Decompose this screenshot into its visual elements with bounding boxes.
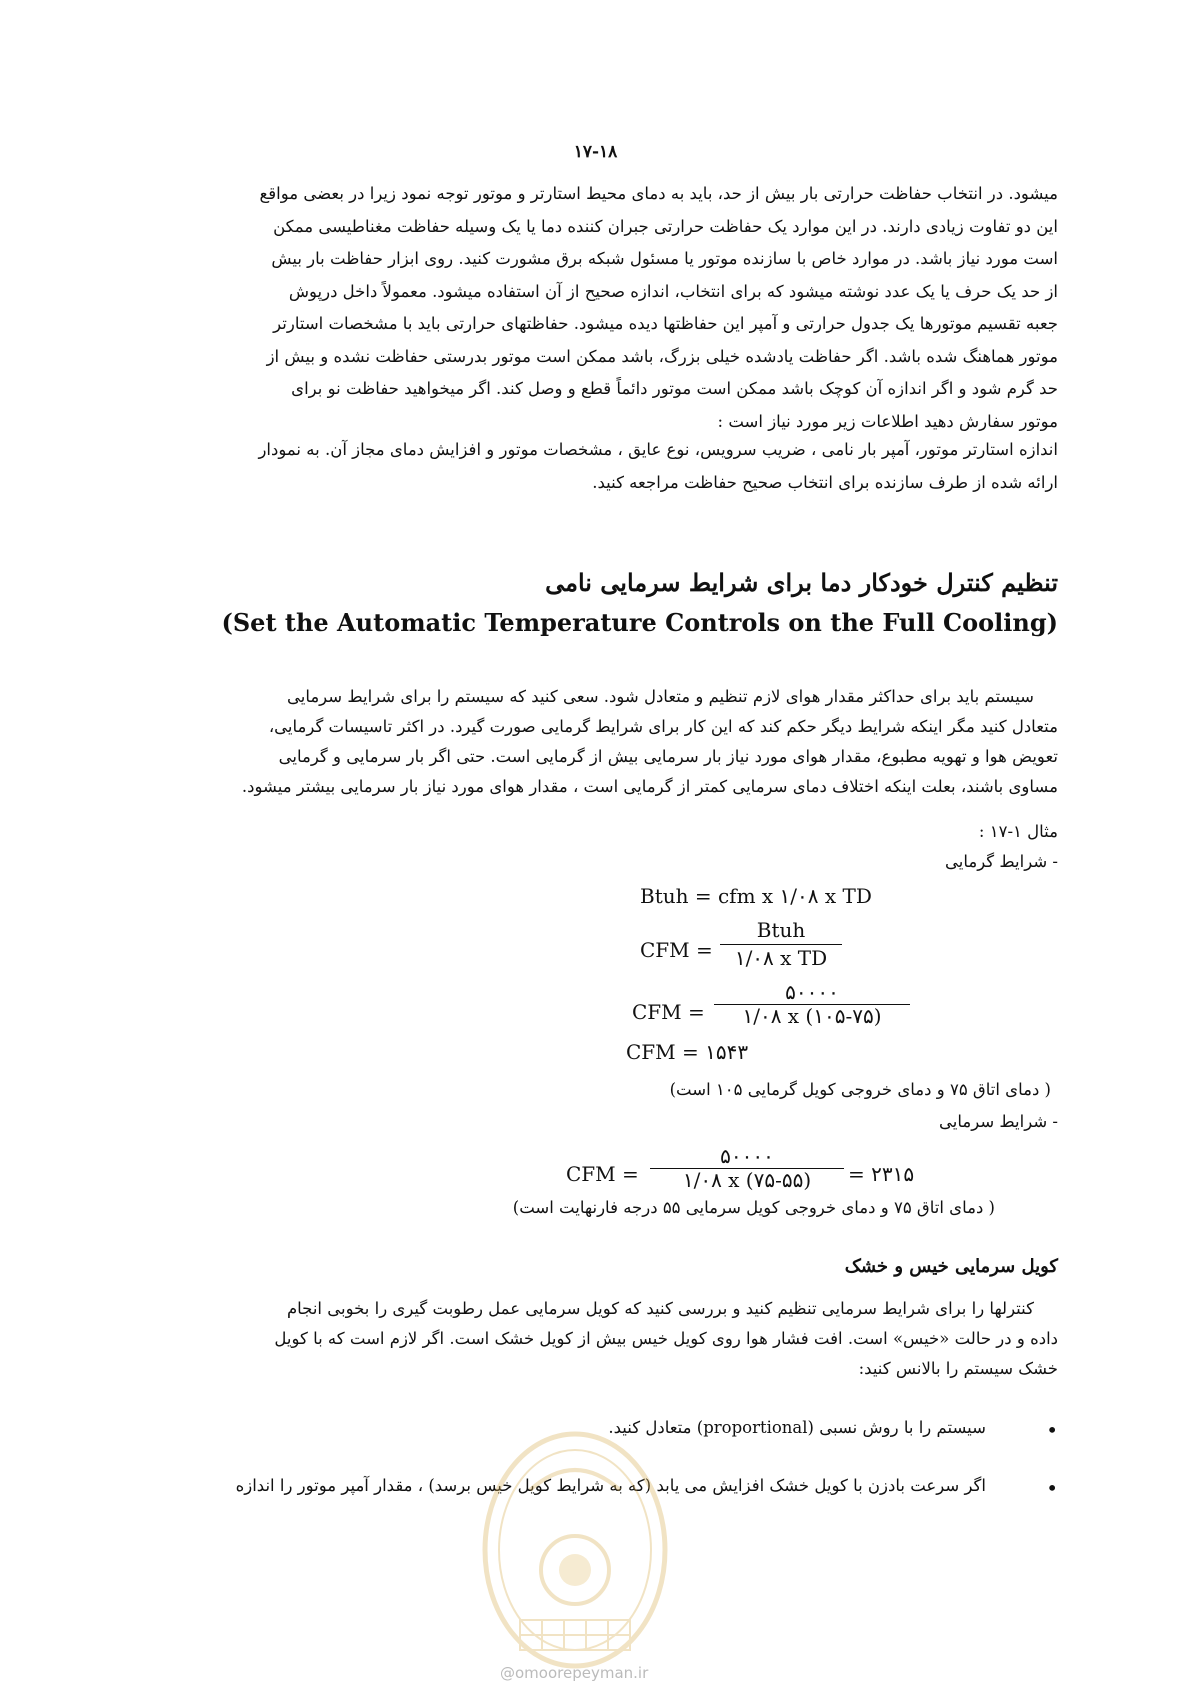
fraction-cooling-cfm [650,1146,844,1190]
cooling-balance-paragraph [142,682,1058,802]
bullet-icon: • [1046,1476,1058,1500]
overload-protection-paragraph [142,178,1058,499]
fraction-denominator: ۱/۰۸ x TD [734,946,828,970]
equation-cfm-cooling-result: = ۲۳۱۵ [848,1162,915,1186]
paragraph-line: متعادل کنید مگر اینکه شرایط دیگر حکم کند که این کار برای شرایط گرمایی صورت گیرد. در اکثر تاسیسات گرمایی، [268,717,1058,736]
watermark-seal-icon [480,1430,670,1670]
bullet-icon: • [1046,1418,1058,1442]
bullet-text: سیستم را با روش نسبی (proportional) متعادل کنید. [608,1418,986,1437]
wet-dry-coil-heading: کویل سرمایی خیس و خشک [844,1256,1058,1277]
page-number: ۱۷-۱۸ [573,142,618,162]
paragraph-line: موتور هماهنگ شده باشد. اگر حفاظت یادشده خیلی بزرگ، باشد ممکن است موتور بدرستی حفاظت نشده و بیش از [266,346,1058,366]
example-label: مثال ۱-۱۷ : [978,822,1058,841]
paragraph-line: داده و در حالت «خیس» است. افت فشار هوا روی کویل خیس بیش از کویل خشک است. اگر لازم است که با کویل [274,1329,1058,1348]
paragraph-line: این دو تفاوت زیادی دارند. در این موارد یک حفاظت حرارتی جبران کننده دما یا یک وسیله حفاظت مغناطیسی ممکن [273,216,1058,236]
fraction-btuh-over-td [720,918,842,970]
paragraph-line: موتور سفارش دهید اطلاعات زیر مورد نیاز است : [717,411,1058,431]
fraction-numerator: ۵۰۰۰۰ [720,1144,774,1168]
paragraph-line: اندازه استارتر موتور، آمپر بار نامی ، ضریب سرویس، نوع عایق ، مشخصات موتور و افزایش دمای مجاز آن. به نمودار [258,440,1058,459]
fraction-denominator: ۱/۰۸ x (۷۵-۵۵) [682,1168,812,1192]
paragraph-line: حد گرم شود و اگر اندازه آن کوچک باشد ممکن است موتور دائماً قطع و وصل کند. اگر میخواهید حفاظت نو برای [291,379,1058,398]
fraction-denominator: ۱/۰۸ x (۱۰۵-۷۵) [742,1004,882,1028]
equation-btuh: Btuh = cfm x ۱/۰۸ x TD [640,884,872,908]
paragraph-line: ارائه شده از طرف سازنده برای انتخاب صحیح حفاظت مراجعه کنید. [592,472,1058,492]
equation-cfm-lhs: CFM = [640,938,713,962]
paragraph-line: است مورد نیاز باشد. در موارد خاص با سازنده موتور یا مسئول شبکه برق مشورت کنید. روی ابزار حفاظت بار بیش [271,249,1058,268]
paragraph-line: خشک سیستم را بالانس کنید: [858,1359,1058,1378]
paragraph-line: جعبه تقسیم موتورها یک جدول حرارتی و آمپر این حفاظتها دیده میشود. حفاظتهای حرارتی باید با مشخصات استارتر [273,314,1058,333]
section-heading-fa: تنظیم کنترل خودکار دما برای شرایط سرمایی نامی [545,568,1058,597]
heating-conditions-label: - شرایط گرمایی [944,852,1058,871]
section-heading-en: (Set the Automatic Temperature Controls on the Full Cooling) [221,608,1058,637]
bullet-text: اگر سرعت بادزن با کویل خشک افزایش می یابد (که به شرایط کویل خیس برسد) ، مقدار آمپر موتور را اندازه [235,1476,986,1495]
paragraph-line: میشود. در انتخاب حفاظت حرارتی بار بیش از حد، باید به دمای محیط استارتر و موتور توجه نمود زیرا در بعضی مواقع [259,184,1058,203]
fraction-heating-cfm [714,982,910,1026]
wet-dry-coil-paragraph [142,1294,1058,1384]
paragraph-line: کنترلها را برای شرایط سرمایی تنظیم کنید و بررسی کنید که کویل سرمایی عمل رطوبت گیری را بخوبی انجام [286,1299,1034,1318]
equation-cfm-lhs: CFM = [566,1162,639,1186]
paragraph-line: تعویض هوا و تهویه مطبوع، مقدار هوای مورد نیاز بار سرمایی بیش از گرمایی است. حتی اگر بار سرمایی و گرمایی [278,747,1058,766]
paragraph-line: مساوی باشند، بعلت اینکه اختلاف دمای سرمایی کمتر از گرمایی است ، مقدار هوای مورد نیاز بار سرمایی بیشتر میشود. [241,777,1058,796]
paragraph-line: سیستم باید برای حداکثر مقدار هوای لازم تنظیم و متعادل شود. سعی کنید که سیستم را برای شرایط سرمایی [286,687,1034,706]
paragraph-line: از حد یک حرف یا یک عدد نوشته میشود که برای انتخاب، اندازه صحیح از آن استفاده میشود. معمولاً داخل درپوش [288,281,1058,301]
equation-cfm-lhs: CFM = [632,1000,705,1024]
equation-cfm-result: CFM = ۱۵۴۳ [626,1040,749,1064]
heating-note: ( دمای اتاق ۷۵ و دمای خروجی کویل گرمایی ۱۰۵ است) [669,1080,1051,1099]
fraction-numerator: Btuh [756,918,806,942]
fraction-numerator: ۵۰۰۰۰ [785,980,839,1004]
footer-site-url: @omoorepeyman.ir [500,1664,649,1682]
cooling-conditions-label: - شرایط سرمایی [939,1112,1058,1131]
cooling-note: ( دمای اتاق ۷۵ و دمای خروجی کویل سرمایی ۵۵ درجه فارنهایت است) [512,1198,995,1217]
